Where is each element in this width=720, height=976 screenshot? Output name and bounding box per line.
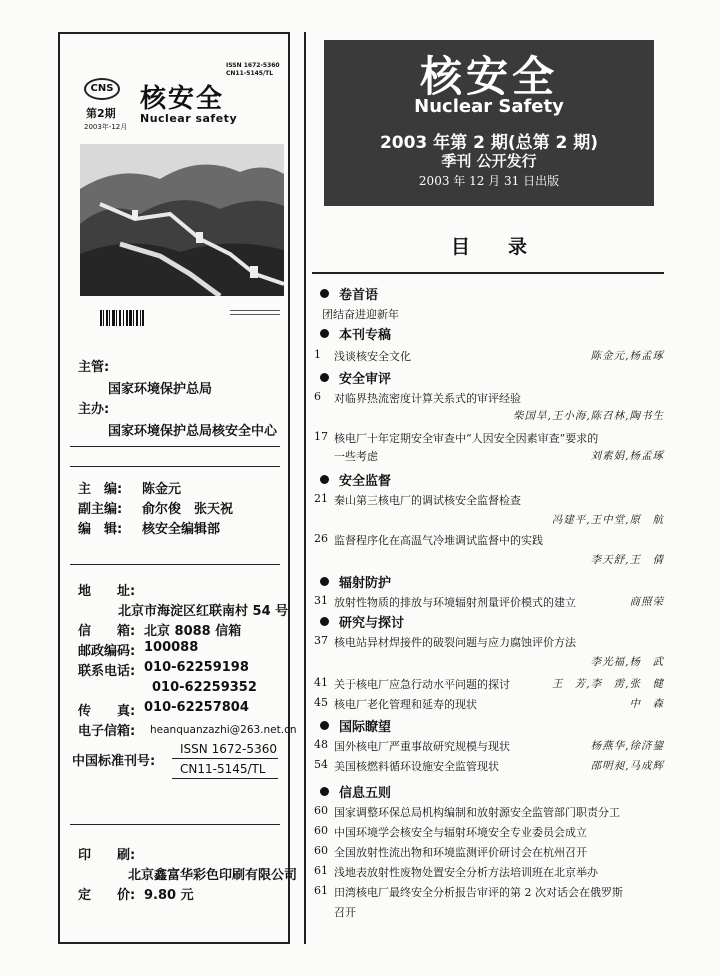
journal-cover <box>78 42 284 360</box>
phone-1: 010-62259198 <box>144 660 249 675</box>
editor-label: 编 辑: <box>78 522 123 537</box>
cover-english-title: Nuclear safety <box>140 112 238 125</box>
section-heading: 国际瞭望 <box>320 716 391 735</box>
bullet-icon <box>320 577 329 586</box>
bullet-icon <box>320 373 329 382</box>
journal-header <box>324 40 654 206</box>
printer-label: 印 刷: <box>78 848 136 863</box>
authors: 李天舒,王 倩 <box>590 554 664 566</box>
price: 9.80 元 <box>144 888 194 903</box>
barcode <box>100 310 144 326</box>
section-heading: 信息五则 <box>320 782 391 801</box>
deputy-editor-label: 副主编: <box>78 502 123 517</box>
chief-editor: 陈金元 <box>142 482 182 497</box>
section-heading: 卷首语 <box>320 284 378 303</box>
section-heading: 安全审评 <box>320 368 391 387</box>
email-label: 电子信箱: <box>78 724 136 739</box>
toc-rule <box>312 272 664 274</box>
divider <box>70 564 280 565</box>
divider <box>172 778 278 779</box>
issn: ISSN 1672-5360 <box>180 742 277 756</box>
address: 北京市海淀区红联南村 54 号 <box>118 604 289 619</box>
publish-date: 2003 年 12 月 31 日出版 <box>418 174 560 188</box>
journal-english-title: Nuclear Safety <box>414 96 564 117</box>
toc-title: 目录 <box>450 236 565 258</box>
email: heanquanzazhi@263.net.cn <box>150 724 297 736</box>
bullet-icon <box>320 475 329 484</box>
serial-label: 中国标准刊号: <box>72 754 156 769</box>
section-heading: 辐射防护 <box>320 572 391 591</box>
fax: 010-62257804 <box>144 700 249 715</box>
cn-number: CN11-5145/TL <box>180 762 266 776</box>
fax-label: 传 真: <box>78 704 136 719</box>
masthead-panel <box>58 32 298 944</box>
cover-date: 2003年-12月 <box>84 123 128 131</box>
authors: 冯建平,王中堂,原 航 <box>551 514 664 526</box>
bullet-icon <box>320 329 329 338</box>
journal-title: 核安全 <box>419 52 558 101</box>
printer: 北京鑫富华彩色印刷有限公司 <box>128 868 298 883</box>
section-heading: 安全监督 <box>320 470 391 489</box>
supervisor-label: 主管: <box>78 360 110 375</box>
address-label: 地 址: <box>78 584 136 599</box>
sponsor: 国家环境保护总局核安全中心 <box>108 424 278 439</box>
phone-2: 010-62259352 <box>152 680 257 695</box>
bullet-icon <box>320 721 329 730</box>
divider <box>70 466 280 467</box>
phone-label: 联系电话: <box>78 664 136 679</box>
divider <box>70 824 280 825</box>
postcode: 100088 <box>144 640 199 655</box>
great-wall-photo <box>80 144 284 296</box>
divider <box>70 446 280 447</box>
cover-note <box>230 308 280 318</box>
mailbox: 北京 8088 信箱 <box>144 624 242 639</box>
authors: 李光福,杨 武 <box>590 656 664 668</box>
cns-logo: CNS <box>84 78 120 100</box>
cover-title: 核安全 <box>140 84 225 114</box>
sponsor-label: 主办: <box>78 402 110 417</box>
section-heading: 本刊专稿 <box>320 324 391 343</box>
mailbox-label: 信 箱: <box>78 624 136 639</box>
price-label: 定 价: <box>78 888 136 903</box>
bullet-icon <box>320 787 329 796</box>
issue-number: 2003 年第 2 期(总第 2 期) <box>379 133 599 153</box>
bullet-icon <box>320 617 329 626</box>
authors: 柴国旱,王小海,陈召林,陶书生 <box>512 410 664 422</box>
deputy-editor: 俞尔俊 张天祝 <box>142 502 234 517</box>
cover-issue: 第2期 <box>86 107 116 120</box>
editor: 核安全编辑部 <box>142 522 221 537</box>
bullet-icon <box>320 289 329 298</box>
column-divider <box>304 32 306 944</box>
frequency: 季刊 公开发行 <box>441 152 537 170</box>
postcode-label: 邮政编码: <box>78 644 136 659</box>
section-heading: 研究与探讨 <box>320 612 404 631</box>
divider <box>172 758 278 759</box>
cover-serial: ISSN 1672-5360 CN11-5145/TL <box>226 62 280 77</box>
chief-editor-label: 主 编: <box>78 482 123 497</box>
supervisor: 国家环境保护总局 <box>108 382 213 397</box>
